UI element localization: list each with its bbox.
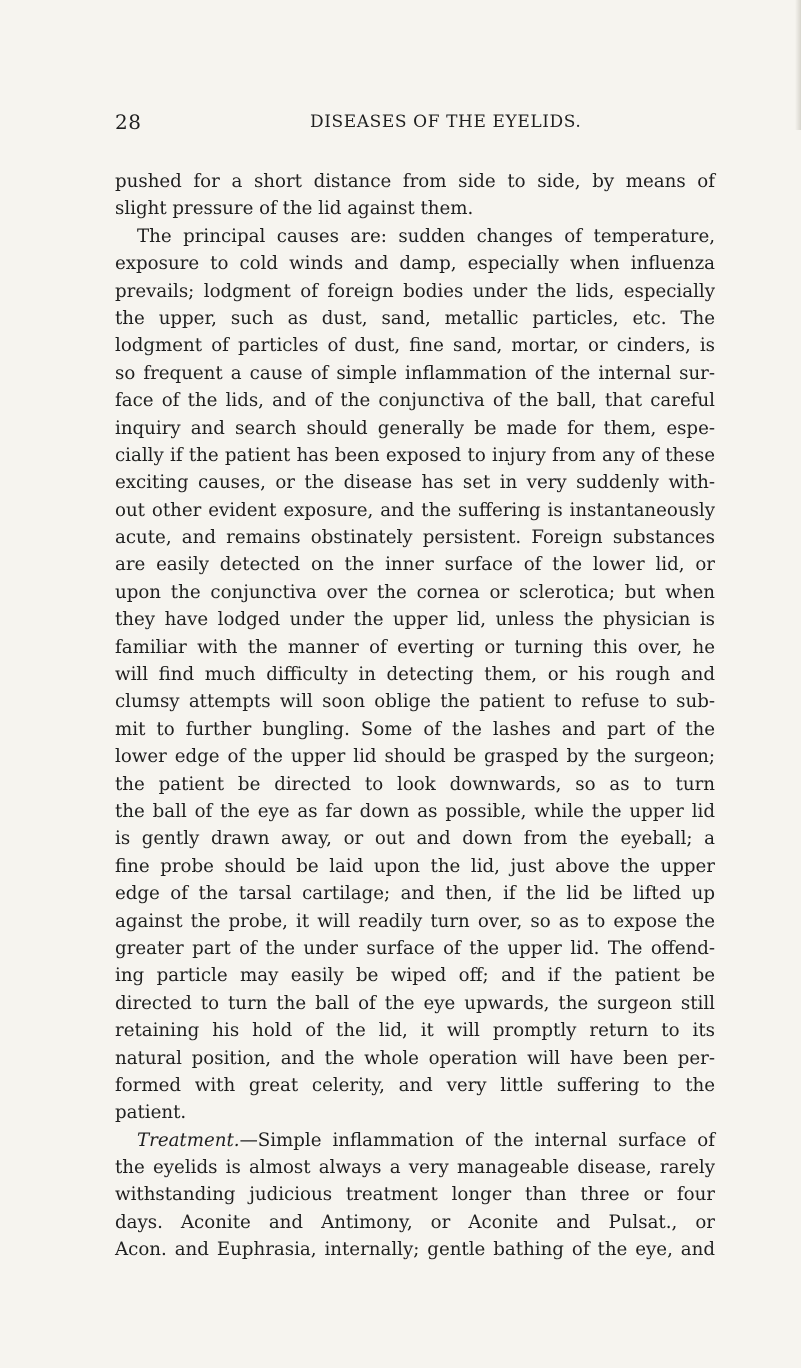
text-line: is gently drawn away, or out and down from the eyeball; a [115, 828, 715, 850]
text-line: pushed for a short distance from side to side, by means of [115, 171, 715, 192]
text-line: retaining his hold of the lid, it will promptly return to its [115, 1020, 715, 1042]
body-text [115, 168, 715, 1264]
text-line: The principal causes are: sudden changes of temperature, [137, 225, 715, 247]
text-line: clumsy attempts will soon oblige the patient to refuse to sub- [115, 691, 715, 713]
text-line: against the probe, it will readily turn over, so as to expose the [115, 910, 715, 932]
text-line: natural position, and the whole operation will have been per- [115, 1047, 715, 1069]
text-line: fine probe should be laid upon the lid, just above the upper [115, 855, 715, 877]
text-line: the eyelids is almost always a very manageable disease, rarely [115, 1157, 715, 1179]
text-line: directed to turn the ball of the eye upwards, the surgeon still [115, 992, 715, 1014]
text-line: acute, and remains obstinately persistent. Foreign substances [115, 527, 715, 549]
text-line: so frequent a cause of simple inflammation of the internal sur- [115, 362, 715, 384]
text-line: days. Aconite and Antimony, or Aconite and Pulsat., or [115, 1211, 715, 1233]
treatment-first-line-text: —Simple inflammation of the internal surface of [239, 1129, 715, 1151]
text-line: the ball of the eye as far down as possible, while the upper lid [115, 800, 715, 822]
text-line: lodgment of particles of dust, fine sand, mortar, or cinders, is [115, 335, 715, 357]
text-line: the patient be directed to look downwards, so as to turn [115, 773, 715, 795]
text-line: out other evident exposure, and the suffering is instantaneously [115, 499, 715, 521]
text-line: withstanding judicious treatment longer than three or four [115, 1184, 715, 1206]
text-line: cially if the patient has been exposed to injury from any of these [115, 444, 715, 466]
text-line: they have lodged under the upper lid, unless the physician is [115, 609, 715, 631]
text-line: prevails; lodgment of foreign bodies under the lids, especially [115, 280, 715, 302]
text-line: exposure to cold winds and damp, especially when influenza [115, 253, 715, 275]
text-line: mit to further bungling. Some of the lashes and part of the [115, 718, 715, 740]
page-number: 28 [115, 110, 142, 134]
text-line: exciting causes, or the disease has set in very suddenly with- [115, 472, 715, 494]
text-line: formed with great celerity, and very little suffering to the [115, 1074, 715, 1096]
treatment-first-line [115, 1127, 715, 1154]
text-line: Acon. and Euphrasia, internally; gentle bathing of the eye, and [115, 1239, 715, 1261]
text-line: will find much difficulty in detecting them, or his rough and [115, 664, 715, 686]
text-line: inquiry and search should generally be made for them, espe- [115, 417, 715, 439]
text-line: the upper, such as dust, sand, metallic particles, etc. The [115, 307, 715, 329]
text-line: are easily detected on the inner surface of the lower lid, or [115, 554, 715, 576]
text-line: slight pressure of the lid against them. [115, 198, 474, 220]
treatment-heading: Treatment. [137, 1129, 240, 1151]
text-line: upon the conjunctiva over the cornea or sclerotica; but when [115, 581, 715, 603]
text-line: patient. [115, 1102, 187, 1124]
text-line: lower edge of the upper lid should be grasped by the surgeon; [115, 746, 715, 768]
text-line: face of the lids, and of the conjunctiva of the ball, that careful [115, 390, 715, 412]
running-head [115, 110, 715, 136]
page-edge-shadow [795, 0, 801, 130]
text-line: edge of the tarsal cartilage; and then, if the lid be lifted up [115, 883, 715, 905]
running-title: DISEASES OF THE EYELIDS. [310, 112, 582, 132]
text-line: ing particle may easily be wiped off; and if the patient be [115, 965, 715, 987]
text-line: greater part of the under surface of the upper lid. The offend- [115, 937, 715, 959]
text-line: familiar with the manner of everting or turning this over, he [115, 636, 715, 658]
